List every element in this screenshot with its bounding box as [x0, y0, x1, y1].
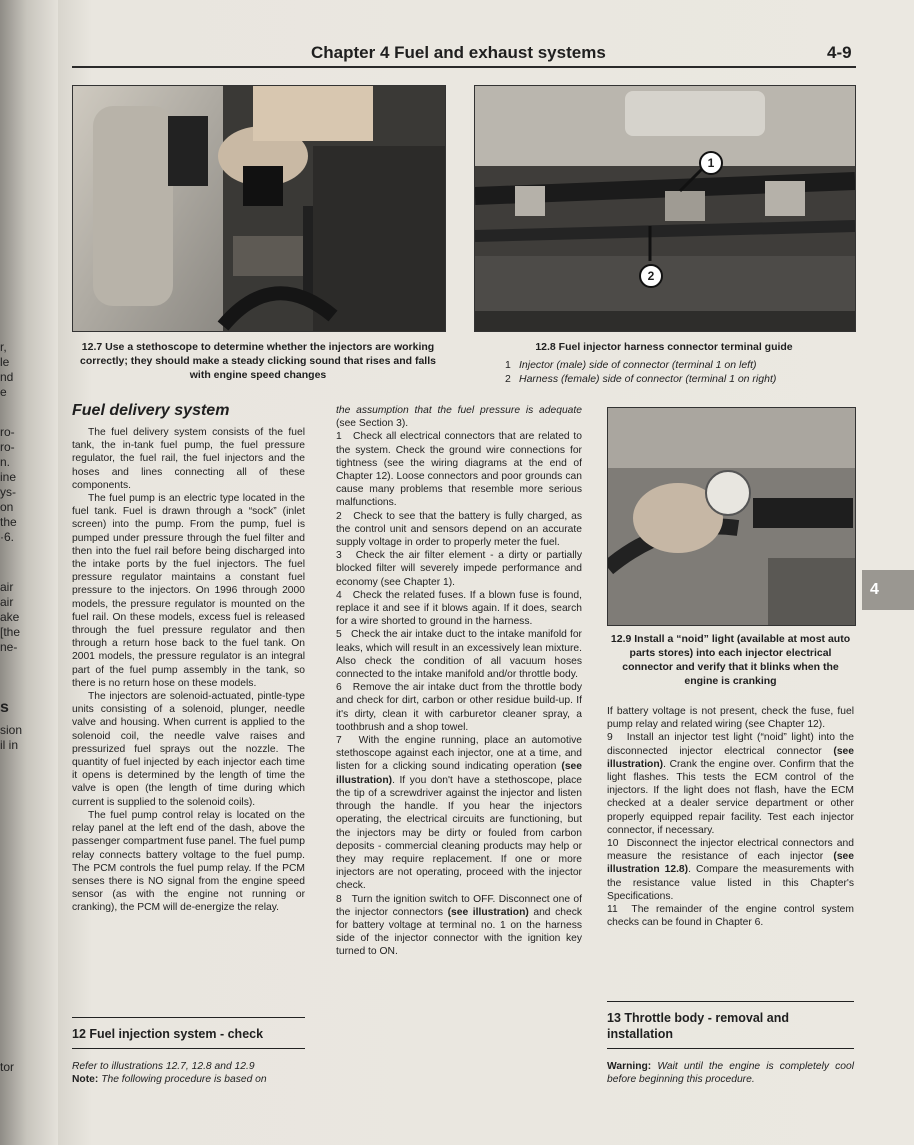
page-number: 4-9 — [827, 43, 852, 62]
spine-text: il in — [0, 738, 19, 752]
column-3-body: If battery voltage is not present, check the fuse, fuel pump relay and related wiring (see Chapter 12). 9 Install an injector test light (“noid” light) into the disconnected injector electrical connector (see illustration). Crank the engine over. Confirm that the light flashes. This tests the ECM control of the injectors. If the light does not flash, have the ECM checked at a dealer service department or other properly equipped repair facility. Test each injector connector, if necessary. 10 Disconnect the injector electrical connectors and measure the resistance of each injector (see illustration 12.8). Compare the measurements with the resistance value listed in this Chapter's Specifications. 11 The remainder of the engine control system checks can be found in Chapter 6. — [607, 706, 854, 929]
section-rule — [607, 1048, 854, 1049]
step-7-text: With the engine running, place an automotive stethoscope against each injector, one at a time, and listen for a clicking sound indicating operation — [336, 735, 582, 773]
figure-12-8-legend — [505, 358, 845, 386]
step-9-text-cont: . Crank the engine over. Confirm that the light flashes. This tests the ECM control of the injectors. If the light does not flash, have the ECM checked at a dealer service department or other properly equipped repair facility. Test each injector connector, if necessary. — [607, 758, 854, 836]
spine-text: ys- — [0, 485, 16, 499]
step-8-text-cont: and check for battery voltage at terminal no. 1 on the harness side of the injector connector with the ignition key turned to ON. — [336, 906, 582, 958]
spine-text: le — [0, 355, 10, 369]
spine-text: [the — [0, 625, 21, 639]
step-7-text-cont: . If you don't have a stethoscope, place the tip of a screwdriver against the injector and listen through the handle. If you hear the injectors operating, the electrical circuits are functioning, but the injectors may be dirty or fouled from carbon deposits - commercial cleaning products may help or they may require replacement. If one or more injectors are not operating, proceed with the injector check. — [336, 774, 582, 892]
spine-text: on — [0, 500, 14, 514]
chapter-title: Chapter 4 Fuel and exhaust systems — [311, 43, 606, 62]
paragraph: The injectors are solenoid-actuated, pintle-type units consisting of a solenoid, plunger, needle valve and housing. When current is applied to the solenoid coil, the needle valve raises and pressurized fuel sprays out the nozzle. The quantity of fuel injected by each injector each time it opens is determined by the length of time the valve is open (the length of time during which current is supplied to the solenoid coils). — [72, 691, 305, 808]
step-10-text: Disconnect the injector electrical connectors and measure the resistance of each injector — [607, 838, 854, 863]
spine-text: the — [0, 515, 17, 529]
see-illustration-ref: (see illustration) — [607, 745, 854, 770]
section-heading-fuel-delivery: Fuel delivery system — [72, 402, 230, 419]
note-text: The following procedure is based on — [101, 1074, 267, 1086]
step-text: Check the related fuses. If a blown fuse is found, replace it and see if it blows again. If it does, search for a wire shorted to ground in the harness. — [336, 589, 582, 628]
legend-item — [505, 372, 845, 386]
refer-text: Refer to illustrations 12.7, 12.8 and 12.9 — [72, 1061, 255, 1072]
note-label: Note: — [72, 1074, 99, 1086]
step-number: 6 — [336, 682, 342, 694]
step-8-text: Turn the ignition switch to OFF. Disconnect one of the injector connectors — [336, 893, 583, 918]
step-text: Check all electrical connectors that are related to the system. Check the ground wire connections for tightness (see the wiring diagrams at the end of Chapter 12). Loose connectors and poor grounds can cause many problems that resemble more serious malfunctions. — [336, 431, 582, 509]
step-number: 5 — [336, 629, 342, 641]
paragraph: The fuel delivery system consists of the fuel tank, the in-tank fuel pump, the fuel pressure regulator, the fuel rail, the fuel injectors and the hoses and lines connecting all of these components. — [72, 427, 305, 491]
warning-text: Wait until the engine is completely cool before beginning this procedure. — [607, 1061, 854, 1086]
warning-label: Warning: — [607, 1061, 652, 1072]
see-illustration-ref: (see illustration) — [336, 761, 582, 786]
facing-page-edge — [0, 0, 60, 1145]
intro-rest: (see Section 3). — [336, 418, 409, 430]
step-text: Remove the air intake duct from the throttle body and check for dirt, carbon or other residue build-up. If it's dirty, clean it with carburetor cleaner spray, a toothbrush and a shop towel. — [336, 682, 582, 733]
section-rule — [72, 1048, 305, 1049]
spine-text: e — [0, 385, 7, 399]
spine-text: air — [0, 595, 14, 609]
header-rule — [72, 66, 856, 68]
spine-text: sion — [0, 723, 23, 737]
step-number: 4 — [336, 589, 342, 601]
step-10-text-cont: . Compare the measurements with the resistance value listed in this Chapter's Specifications. — [607, 864, 854, 902]
column-2-body: the assumption that the fuel pressure is adequate (see Section 3). 1 Check all electrical connectors that are related to the system. Check the ground wire connections for tightness (see the wiring diagrams at the end of Chapter 12). Loose connectors and poor grounds can cause many problems that resemble more serious malfunctions. 2 Check to see that the battery is fully charged, as the control unit and sensors depend on an accurate supply voltage in order to properly meter the fuel. 3 Check the air filter element - a dirty or partially blocked filter will severely impede performance and economy (see Chapter 1). 4 Check the related fuses. If a blown fuse is found, replace it and see if it blows again. If it does, search for a wire shorted to ground in the harness. 5 Check the air intake duct to the intake manifold for leaks, which will result in an excessively lean mixture. Also check the condition of all vacuum hoses connected to the intake manifold and/or throttle body. 6 Remove the air intake duct from the throttle body and check for dirt, carbon or other residue build-up. If it's dirty, clean it with carburetor cleaner spray, a toothbrush and a shop towel. 7 With the engine running, place an automotive stethoscope against each injector, one at a time, and listen for a clicking sound indicating operation (see illustration). If you don't have a stethoscope, place the tip of a screwdriver against the injector and listen through the handle. If you hear the injectors operating, the electrical circuits are functioning, but the injectors may be dirty or fouled from carbon deposits - commercial cleaning products may help or they may require replacement. If one or more injectors are not operating, proceed with the injector check. 8 Turn the ignition switch to OFF. Disconnect one of the injector connectors (see illustration) and check for battery voltage at terminal no. 1 on the harness side of the injector connector with the ignition key turned to ON. — [336, 405, 583, 958]
paragraph: The fuel pump control relay is located on the relay panel at the left end of the dash, above the passenger compartment fuse panel. The fuel pump relay connects battery voltage to the fuel pump. The PCM controls the fuel pump relay. If the PCM senses there is NO signal from the engine speed sensor (as with the engine not running or cranking), the PCM will de-energize the relay. — [72, 809, 305, 914]
step-number: 1 — [336, 431, 342, 443]
spine-text: ro- — [0, 440, 15, 454]
section-rule — [72, 1017, 305, 1018]
column-1-body — [72, 426, 305, 915]
spine-text: r, — [0, 340, 7, 354]
spine-text: ne- — [0, 640, 18, 654]
legend-text: Injector (male) side of connector (terminal 1 on left) — [519, 359, 757, 371]
spine-text: ·6. — [0, 530, 15, 544]
spine-text: n. — [0, 455, 11, 469]
paragraph: If battery voltage is not present, check the fuse, fuel pump relay and related wiring (see Chapter 12). — [607, 706, 854, 731]
figure-12-9-caption: 12.9 Install a “noid” light (available at most auto parts stores) into each injector electrical connector and verify that it blinks when the engine is cranking — [610, 633, 851, 687]
figure-12-8-caption: 12.8 Fuel injector harness connector terminal guide — [535, 341, 793, 353]
legend-text: Harness (female) side of connector (terminal 1 on right) — [519, 373, 777, 385]
paragraph: The fuel pump is an electric type located in the fuel tank. Fuel is drawn through a “sock” (inlet screen) into the pump. From the pump, fuel is pumped under pressure through the fuel filter and then into the fuel rail before being discharged into the intake ports by the fuel injectors. The fuel pressure regulator maintains a constant fuel pressure to the injectors. On 1996 through 2000 models, the pressure regulator is mounted on the fuel rail. On these models, excess fuel is released through the fuel pressure regulator and then through a return hose back to the fuel tank. On 2001 models, the pressure regulator is an integral part of the fuel pump assembly in the tank, so there is no return hose on these models. — [72, 493, 305, 689]
photo-injector-connector — [474, 85, 856, 332]
photo-stethoscope-injector — [72, 85, 446, 332]
figure-12-7-caption: 12.7 Use a stethoscope to determine whether the injectors are working correctly; they should make a steady clicking sound that rises and falls with engine speed changes — [80, 341, 436, 381]
step-number: 3 — [336, 550, 342, 562]
section-12-intro — [72, 1060, 305, 1086]
callout-1: 1 — [699, 151, 723, 175]
step-text: Check to see that the battery is fully charged, as the control unit and sensors depend on an accurate supply voltage in order to properly meter the fuel. — [336, 510, 582, 549]
legend-item — [505, 358, 845, 372]
step-11-text: The remainder of the engine control system checks can be found in Chapter 6. — [607, 904, 854, 929]
spine-text: ine — [0, 470, 17, 484]
callout-2: 2 — [639, 264, 663, 288]
step-text: Check the air filter element - a dirty or partially blocked filter will severely impede performance and economy (see Chapter 1). — [336, 550, 582, 588]
spine-text: tor — [0, 1060, 15, 1074]
step-number: 2 — [336, 510, 342, 522]
warning-note — [607, 1060, 854, 1086]
section-rule — [607, 1001, 854, 1002]
section-13-heading: 13 Throttle body - removal and installation — [607, 1011, 789, 1041]
step-text: Check the air intake duct to the intake manifold for leaks, which will result in an excessively lean mixture. Also check the condition of all vacuum hoses connected to the intake manifold and/or throttle body. — [336, 629, 582, 681]
spine-text: ro- — [0, 425, 15, 439]
intro-italic: the assumption that the fuel pressure is adequate — [336, 405, 582, 416]
see-illustration-ref: (see illustration 12.8) — [607, 851, 854, 876]
chapter-tab: 4 — [862, 570, 914, 610]
spine-text: nd — [0, 370, 14, 384]
spine-text: air — [0, 580, 14, 594]
step-9-text: Install an injector test light (“noid” light) into the disconnected injector electrical connector — [607, 732, 854, 757]
legend-number: 2 — [505, 373, 511, 385]
spine-text: s — [0, 699, 9, 716]
section-12-heading: 12 Fuel injection system - check — [72, 1027, 264, 1041]
spine-text: ake — [0, 610, 20, 624]
legend-number: 1 — [505, 359, 511, 371]
photo-noid-light — [607, 407, 856, 626]
see-illustration-ref: (see illustration) — [447, 906, 529, 918]
